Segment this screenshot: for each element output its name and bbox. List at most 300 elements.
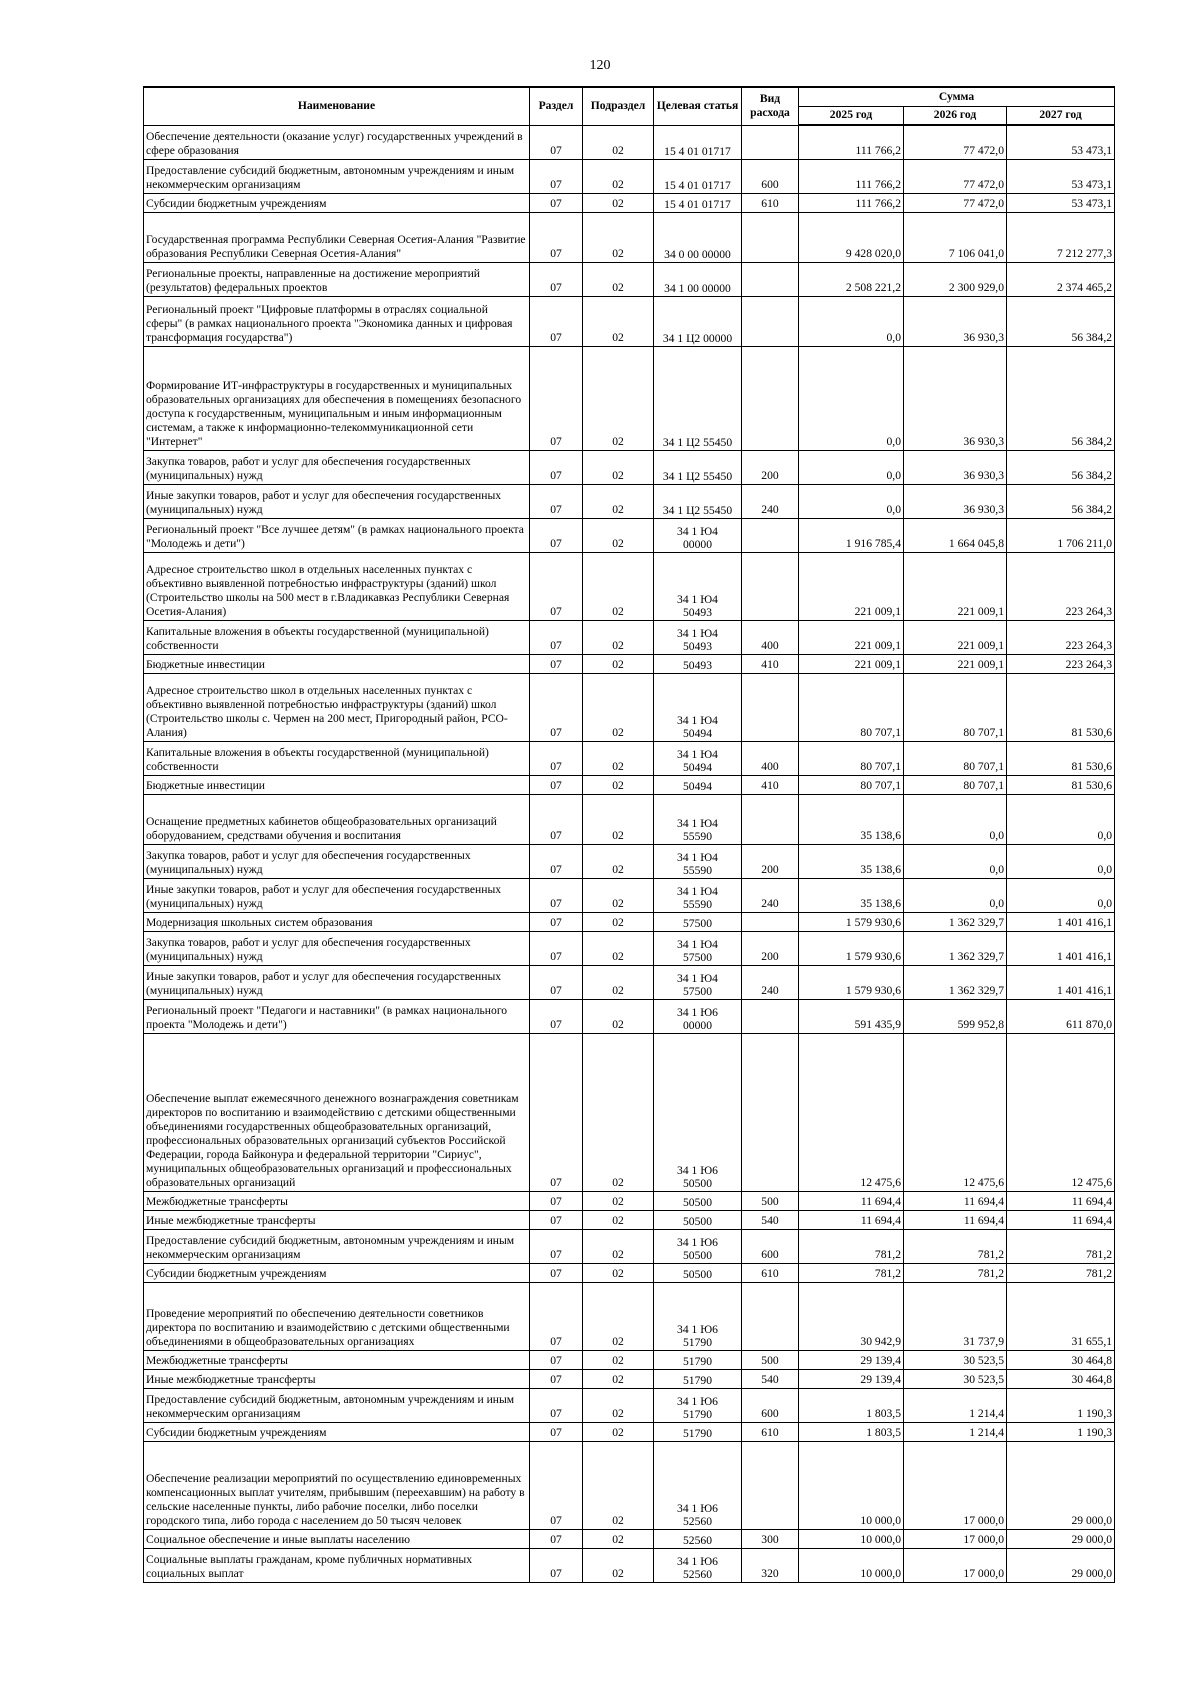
row-sum-2025: 1 579 930,6 xyxy=(799,912,904,931)
row-sum-2025: 10 000,0 xyxy=(799,1548,904,1582)
row-section: 07 xyxy=(530,965,583,999)
row-name: Бюджетные инвестиции xyxy=(144,775,530,794)
row-section: 07 xyxy=(530,1210,583,1229)
row-sum-2026: 0,0 xyxy=(904,794,1007,844)
row-sum-2025: 111 766,2 xyxy=(799,125,904,159)
row-target: 34 1 Ю4 57500 xyxy=(654,931,742,965)
row-expense-type: 610 xyxy=(742,1263,799,1282)
row-target: 15 4 01 01717 xyxy=(654,159,742,193)
row-expense-type: 610 xyxy=(742,193,799,212)
row-sum-2025: 0,0 xyxy=(799,484,904,518)
row-name: Закупка товаров, работ и услуг для обеспечения государственных (муниципальных) нужд xyxy=(144,450,530,484)
row-name: Капитальные вложения в объекты государственной (муниципальной) собственности xyxy=(144,741,530,775)
row-sum-2027: 53 473,1 xyxy=(1007,159,1115,193)
row-sum-2027: 12 475,6 xyxy=(1007,1033,1115,1191)
row-name: Обеспечение деятельности (оказание услуг) государственных учреждений в сфере образования xyxy=(144,125,530,159)
row-subsection: 02 xyxy=(583,1422,654,1441)
row-target: 34 1 Ю6 51790 xyxy=(654,1282,742,1350)
row-sum-2025: 0,0 xyxy=(799,296,904,346)
table-row xyxy=(144,1033,1115,1191)
row-name: Социальные выплаты гражданам, кроме публичных нормативных социальных выплат xyxy=(144,1548,530,1582)
row-name: Межбюджетные трансферты xyxy=(144,1350,530,1369)
row-expense-type: 610 xyxy=(742,1422,799,1441)
row-subsection: 02 xyxy=(583,844,654,878)
row-target: 50500 xyxy=(654,1210,742,1229)
row-section: 07 xyxy=(530,620,583,654)
row-sum-2027: 30 464,8 xyxy=(1007,1350,1115,1369)
page-number: 120 xyxy=(589,58,611,73)
row-subsection: 02 xyxy=(583,518,654,552)
row-section: 07 xyxy=(530,1529,583,1548)
row-sum-2026: 1 362 329,7 xyxy=(904,931,1007,965)
row-subsection: 02 xyxy=(583,262,654,296)
header-target: Целевая статья xyxy=(654,87,742,125)
row-sum-2026: 36 930,3 xyxy=(904,484,1007,518)
table-row xyxy=(144,1441,1115,1529)
row-section: 07 xyxy=(530,844,583,878)
row-subsection: 02 xyxy=(583,620,654,654)
row-name: Межбюджетные трансферты xyxy=(144,1191,530,1210)
row-target: 34 1 Ц2 55450 xyxy=(654,484,742,518)
row-sum-2025: 781,2 xyxy=(799,1263,904,1282)
row-sum-2026: 1 214,4 xyxy=(904,1422,1007,1441)
row-subsection: 02 xyxy=(583,1369,654,1388)
row-sum-2025: 111 766,2 xyxy=(799,159,904,193)
row-expense-type: 410 xyxy=(742,775,799,794)
row-subsection: 02 xyxy=(583,794,654,844)
row-expense-type: 200 xyxy=(742,844,799,878)
row-section: 07 xyxy=(530,1282,583,1350)
row-target: 57500 xyxy=(654,912,742,931)
row-section: 07 xyxy=(530,1229,583,1263)
row-sum-2027: 56 384,2 xyxy=(1007,450,1115,484)
row-expense-type xyxy=(742,794,799,844)
table-row xyxy=(144,1388,1115,1422)
row-section: 07 xyxy=(530,1441,583,1529)
row-sum-2027: 1 401 416,1 xyxy=(1007,912,1115,931)
row-section: 07 xyxy=(530,673,583,741)
row-sum-2025: 30 942,9 xyxy=(799,1282,904,1350)
row-sum-2026: 1 664 045,8 xyxy=(904,518,1007,552)
row-name: Субсидии бюджетным учреждениям xyxy=(144,193,530,212)
table-row xyxy=(144,1369,1115,1388)
row-sum-2026: 7 106 041,0 xyxy=(904,212,1007,262)
row-name: Иные закупки товаров, работ и услуг для обеспечения государственных (муниципальных) нужд xyxy=(144,878,530,912)
row-expense-type xyxy=(742,1282,799,1350)
row-sum-2026: 77 472,0 xyxy=(904,125,1007,159)
row-subsection: 02 xyxy=(583,450,654,484)
row-sum-2025: 80 707,1 xyxy=(799,673,904,741)
row-target: 51790 xyxy=(654,1422,742,1441)
table-row xyxy=(144,1210,1115,1229)
row-sum-2027: 1 706 211,0 xyxy=(1007,518,1115,552)
row-section: 07 xyxy=(530,878,583,912)
row-sum-2027: 1 401 416,1 xyxy=(1007,931,1115,965)
row-expense-type: 600 xyxy=(742,1229,799,1263)
row-subsection: 02 xyxy=(583,346,654,450)
row-sum-2025: 221 009,1 xyxy=(799,620,904,654)
row-name: Иные закупки товаров, работ и услуг для обеспечения государственных (муниципальных) нужд xyxy=(144,965,530,999)
row-sum-2026: 36 930,3 xyxy=(904,346,1007,450)
row-sum-2025: 10 000,0 xyxy=(799,1529,904,1548)
table-row xyxy=(144,262,1115,296)
row-subsection: 02 xyxy=(583,1350,654,1369)
row-sum-2025: 80 707,1 xyxy=(799,741,904,775)
row-expense-type: 540 xyxy=(742,1210,799,1229)
row-name: Модернизация школьных систем образования xyxy=(144,912,530,931)
row-sum-2026: 80 707,1 xyxy=(904,775,1007,794)
row-sum-2026: 17 000,0 xyxy=(904,1441,1007,1529)
row-section: 07 xyxy=(530,775,583,794)
row-sum-2026: 11 694,4 xyxy=(904,1191,1007,1210)
row-sum-2026: 1 362 329,7 xyxy=(904,912,1007,931)
row-target: 34 1 Ю6 50500 xyxy=(654,1229,742,1263)
row-sum-2025: 2 508 221,2 xyxy=(799,262,904,296)
row-target: 34 1 Ю6 50500 xyxy=(654,1033,742,1191)
row-section: 07 xyxy=(530,1548,583,1582)
row-subsection: 02 xyxy=(583,125,654,159)
row-sum-2027: 81 530,6 xyxy=(1007,673,1115,741)
row-name: Закупка товаров, работ и услуг для обеспечения государственных (муниципальных) нужд xyxy=(144,844,530,878)
row-sum-2025: 1 916 785,4 xyxy=(799,518,904,552)
row-target: 34 1 Ю6 51790 xyxy=(654,1388,742,1422)
row-target: 34 1 Ю4 50494 xyxy=(654,741,742,775)
row-name: Закупка товаров, работ и услуг для обеспечения государственных (муниципальных) нужд xyxy=(144,931,530,965)
row-sum-2026: 30 523,5 xyxy=(904,1350,1007,1369)
row-subsection: 02 xyxy=(583,878,654,912)
row-section: 07 xyxy=(530,912,583,931)
row-sum-2026: 0,0 xyxy=(904,878,1007,912)
row-target: 34 1 Ю4 55590 xyxy=(654,844,742,878)
row-target: 34 1 Ц2 55450 xyxy=(654,346,742,450)
table-row xyxy=(144,1529,1115,1548)
row-subsection: 02 xyxy=(583,1388,654,1422)
row-subsection: 02 xyxy=(583,965,654,999)
table-row xyxy=(144,1263,1115,1282)
row-subsection: 02 xyxy=(583,673,654,741)
row-sum-2026: 781,2 xyxy=(904,1229,1007,1263)
row-section: 07 xyxy=(530,193,583,212)
header-section: Раздел xyxy=(530,87,583,125)
row-sum-2026: 221 009,1 xyxy=(904,654,1007,673)
row-sum-2025: 1 579 930,6 xyxy=(799,965,904,999)
row-target: 50500 xyxy=(654,1263,742,1282)
row-subsection: 02 xyxy=(583,1033,654,1191)
row-sum-2025: 1 579 930,6 xyxy=(799,931,904,965)
budget-table xyxy=(143,86,1115,1583)
row-target: 34 1 Ю6 52560 xyxy=(654,1441,742,1529)
row-sum-2026: 31 737,9 xyxy=(904,1282,1007,1350)
row-subsection: 02 xyxy=(583,1441,654,1529)
table-row xyxy=(144,212,1115,262)
row-section: 07 xyxy=(530,1033,583,1191)
row-sum-2025: 781,2 xyxy=(799,1229,904,1263)
row-subsection: 02 xyxy=(583,1229,654,1263)
row-sum-2025: 9 428 020,0 xyxy=(799,212,904,262)
row-sum-2026: 1 214,4 xyxy=(904,1388,1007,1422)
table-row xyxy=(144,912,1115,931)
row-sum-2025: 11 694,4 xyxy=(799,1210,904,1229)
row-name: Предоставление субсидий бюджетным, автономным учреждениям и иным некоммерческим организациям xyxy=(144,1229,530,1263)
row-name: Предоставление субсидий бюджетным, автономным учреждениям и иным некоммерческим организациям xyxy=(144,1388,530,1422)
row-sum-2026: 12 475,6 xyxy=(904,1033,1007,1191)
row-sum-2027: 2 374 465,2 xyxy=(1007,262,1115,296)
row-sum-2027: 56 384,2 xyxy=(1007,346,1115,450)
row-sum-2026: 80 707,1 xyxy=(904,673,1007,741)
row-target: 34 1 Ц2 00000 xyxy=(654,296,742,346)
row-subsection: 02 xyxy=(583,931,654,965)
row-name: Адресное строительство школ в отдельных населенных пунктах с объективно выявленной потребностью инфраструктуры (зданий) школ (Строительство школы на 500 мест в г.Владикавказ Республики Северная Осетия-Алания) xyxy=(144,552,530,620)
table-row xyxy=(144,794,1115,844)
table-row xyxy=(144,844,1115,878)
row-target: 50500 xyxy=(654,1191,742,1210)
row-sum-2025: 111 766,2 xyxy=(799,193,904,212)
header-2025: 2025 год xyxy=(799,106,904,125)
row-section: 07 xyxy=(530,931,583,965)
row-sum-2027: 53 473,1 xyxy=(1007,125,1115,159)
row-sum-2027: 1 190,3 xyxy=(1007,1388,1115,1422)
table-row xyxy=(144,518,1115,552)
row-expense-type: 540 xyxy=(742,1369,799,1388)
row-section: 07 xyxy=(530,654,583,673)
row-expense-type xyxy=(742,296,799,346)
row-sum-2026: 36 930,3 xyxy=(904,296,1007,346)
table-row xyxy=(144,450,1115,484)
row-sum-2026: 0,0 xyxy=(904,844,1007,878)
row-subsection: 02 xyxy=(583,159,654,193)
row-expense-type: 600 xyxy=(742,1388,799,1422)
row-sum-2027: 223 264,3 xyxy=(1007,620,1115,654)
row-expense-type: 500 xyxy=(742,1191,799,1210)
row-subsection: 02 xyxy=(583,741,654,775)
row-expense-type: 320 xyxy=(742,1548,799,1582)
row-name: Региональные проекты, направленные на достижение мероприятий (результатов) федеральных проектов xyxy=(144,262,530,296)
row-target: 34 1 Ю4 50493 xyxy=(654,552,742,620)
row-expense-type: 400 xyxy=(742,741,799,775)
header-2026: 2026 год xyxy=(904,106,1007,125)
row-sum-2025: 11 694,4 xyxy=(799,1191,904,1210)
row-section: 07 xyxy=(530,296,583,346)
row-target: 34 1 Ю6 00000 xyxy=(654,999,742,1033)
row-subsection: 02 xyxy=(583,912,654,931)
row-sum-2027: 223 264,3 xyxy=(1007,654,1115,673)
row-sum-2025: 1 803,5 xyxy=(799,1388,904,1422)
row-subsection: 02 xyxy=(583,212,654,262)
row-section: 07 xyxy=(530,794,583,844)
row-target: 34 1 Ю4 50494 xyxy=(654,673,742,741)
row-sum-2027: 81 530,6 xyxy=(1007,775,1115,794)
row-sum-2027: 0,0 xyxy=(1007,844,1115,878)
row-sum-2025: 0,0 xyxy=(799,346,904,450)
table-row xyxy=(144,654,1115,673)
row-name: Государственная программа Республики Северная Осетия-Алания "Развитие образования Республики Северная Осетия-Алания" xyxy=(144,212,530,262)
row-expense-type: 300 xyxy=(742,1529,799,1548)
row-sum-2025: 29 139,4 xyxy=(799,1369,904,1388)
row-sum-2026: 781,2 xyxy=(904,1263,1007,1282)
row-section: 07 xyxy=(530,552,583,620)
table-row xyxy=(144,296,1115,346)
row-name: Субсидии бюджетным учреждениям xyxy=(144,1263,530,1282)
table-row xyxy=(144,741,1115,775)
row-target: 52560 xyxy=(654,1529,742,1548)
row-sum-2025: 29 139,4 xyxy=(799,1350,904,1369)
row-target: 51790 xyxy=(654,1369,742,1388)
row-sum-2025: 35 138,6 xyxy=(799,878,904,912)
row-sum-2027: 781,2 xyxy=(1007,1229,1115,1263)
row-sum-2025: 35 138,6 xyxy=(799,794,904,844)
table-row xyxy=(144,999,1115,1033)
header-expense-type: Вид расхода xyxy=(742,87,799,125)
row-expense-type: 410 xyxy=(742,654,799,673)
header-subsection: Подраздел xyxy=(583,87,654,125)
row-sum-2027: 1 190,3 xyxy=(1007,1422,1115,1441)
table-row xyxy=(144,673,1115,741)
row-subsection: 02 xyxy=(583,484,654,518)
row-section: 07 xyxy=(530,1350,583,1369)
row-target: 15 4 01 01717 xyxy=(654,125,742,159)
row-subsection: 02 xyxy=(583,775,654,794)
row-subsection: 02 xyxy=(583,296,654,346)
row-expense-type xyxy=(742,999,799,1033)
row-subsection: 02 xyxy=(583,654,654,673)
row-target: 34 1 Ю4 55590 xyxy=(654,794,742,844)
row-sum-2026: 221 009,1 xyxy=(904,620,1007,654)
row-section: 07 xyxy=(530,518,583,552)
row-subsection: 02 xyxy=(583,1263,654,1282)
row-section: 07 xyxy=(530,212,583,262)
row-expense-type xyxy=(742,912,799,931)
row-target: 34 1 Ю4 50493 xyxy=(654,620,742,654)
table-row xyxy=(144,1422,1115,1441)
row-target: 34 1 Ю4 00000 xyxy=(654,518,742,552)
row-sum-2026: 11 694,4 xyxy=(904,1210,1007,1229)
row-sum-2027: 7 212 277,3 xyxy=(1007,212,1115,262)
row-expense-type: 240 xyxy=(742,878,799,912)
row-sum-2026: 221 009,1 xyxy=(904,552,1007,620)
table-row xyxy=(144,878,1115,912)
row-section: 07 xyxy=(530,484,583,518)
row-expense-type: 200 xyxy=(742,931,799,965)
table-row xyxy=(144,931,1115,965)
row-sum-2027: 223 264,3 xyxy=(1007,552,1115,620)
table-row xyxy=(144,193,1115,212)
row-section: 07 xyxy=(530,1191,583,1210)
row-expense-type xyxy=(742,212,799,262)
row-sum-2025: 10 000,0 xyxy=(799,1441,904,1529)
row-subsection: 02 xyxy=(583,1529,654,1548)
row-sum-2027: 53 473,1 xyxy=(1007,193,1115,212)
row-name: Обеспечение выплат ежемесячного денежного вознаграждения советникам директоров по воспитанию и взаимодействию с детскими общественными объединениями государственных общеобразовательных организаций, профессиональных образовательных организаций субъектов Российской Федерации, города Байконура и федеральной территории "Сириус", муниципальных общеобразовательных организаций и профессиональных образовательных организаций xyxy=(144,1033,530,1191)
row-subsection: 02 xyxy=(583,552,654,620)
table-row xyxy=(144,1191,1115,1210)
row-target: 34 1 Ю4 57500 xyxy=(654,965,742,999)
row-sum-2027: 0,0 xyxy=(1007,794,1115,844)
row-section: 07 xyxy=(530,1388,583,1422)
table-row xyxy=(144,346,1115,450)
row-expense-type xyxy=(742,673,799,741)
row-sum-2026: 1 362 329,7 xyxy=(904,965,1007,999)
row-name: Региональный проект "Цифровые платформы в отраслях социальной сферы" (в рамках национального проекта "Экономика данных и цифровая трансформация государства") xyxy=(144,296,530,346)
row-sum-2027: 1 401 416,1 xyxy=(1007,965,1115,999)
table-row xyxy=(144,965,1115,999)
row-expense-type xyxy=(742,518,799,552)
row-sum-2027: 29 000,0 xyxy=(1007,1548,1115,1582)
row-subsection: 02 xyxy=(583,1282,654,1350)
row-expense-type xyxy=(742,346,799,450)
row-sum-2026: 80 707,1 xyxy=(904,741,1007,775)
row-name: Субсидии бюджетным учреждениям xyxy=(144,1422,530,1441)
row-sum-2025: 1 803,5 xyxy=(799,1422,904,1441)
row-section: 07 xyxy=(530,999,583,1033)
header-sum: Сумма xyxy=(799,87,1115,106)
row-name: Бюджетные инвестиции xyxy=(144,654,530,673)
row-name: Предоставление субсидий бюджетным, автономным учреждениям и иным некоммерческим организациям xyxy=(144,159,530,193)
table-body xyxy=(144,125,1115,1582)
row-sum-2026: 17 000,0 xyxy=(904,1548,1007,1582)
row-expense-type: 400 xyxy=(742,620,799,654)
row-name: Региональный проект "Все лучшее детям" (в рамках национального проекта "Молодежь и дети") xyxy=(144,518,530,552)
row-sum-2026: 36 930,3 xyxy=(904,450,1007,484)
row-sum-2026: 77 472,0 xyxy=(904,159,1007,193)
table-row xyxy=(144,1350,1115,1369)
row-expense-type: 200 xyxy=(742,450,799,484)
row-section: 07 xyxy=(530,262,583,296)
row-target: 34 0 00 00000 xyxy=(654,212,742,262)
row-name: Иные межбюджетные трансферты xyxy=(144,1210,530,1229)
row-section: 07 xyxy=(530,450,583,484)
header-name: Наименование xyxy=(144,87,530,125)
row-sum-2027: 29 000,0 xyxy=(1007,1441,1115,1529)
row-section: 07 xyxy=(530,1263,583,1282)
header-2027: 2027 год xyxy=(1007,106,1115,125)
row-sum-2027: 81 530,6 xyxy=(1007,741,1115,775)
row-expense-type: 600 xyxy=(742,159,799,193)
table-row xyxy=(144,1229,1115,1263)
row-expense-type: 240 xyxy=(742,484,799,518)
row-target: 15 4 01 01717 xyxy=(654,193,742,212)
row-sum-2027: 781,2 xyxy=(1007,1263,1115,1282)
row-expense-type xyxy=(742,1441,799,1529)
row-target: 34 1 Ю6 52560 xyxy=(654,1548,742,1582)
table-row xyxy=(144,1282,1115,1350)
row-expense-type xyxy=(742,552,799,620)
table-row xyxy=(144,552,1115,620)
row-sum-2027: 11 694,4 xyxy=(1007,1210,1115,1229)
table-row xyxy=(144,775,1115,794)
row-sum-2027: 56 384,2 xyxy=(1007,484,1115,518)
row-name: Обеспечение реализации мероприятий по осуществлению единовременных компенсационных выплат учителям, прибывшим (переехавшим) на работу в сельские населенные пункты, либо рабочие поселки, либо поселки городского типа, либо города с населением до 50 тысяч человек xyxy=(144,1441,530,1529)
row-sum-2025: 221 009,1 xyxy=(799,552,904,620)
row-name: Региональный проект "Педагоги и наставники" (в рамках национального проекта "Молодежь и дети") xyxy=(144,999,530,1033)
row-target: 50493 xyxy=(654,654,742,673)
row-sum-2027: 31 655,1 xyxy=(1007,1282,1115,1350)
row-name: Иные закупки товаров, работ и услуг для обеспечения государственных (муниципальных) нужд xyxy=(144,484,530,518)
row-target: 34 1 00 00000 xyxy=(654,262,742,296)
row-sum-2027: 0,0 xyxy=(1007,878,1115,912)
row-expense-type xyxy=(742,1033,799,1191)
table-row xyxy=(144,159,1115,193)
row-name: Капитальные вложения в объекты государственной (муниципальной) собственности xyxy=(144,620,530,654)
row-sum-2025: 35 138,6 xyxy=(799,844,904,878)
row-name: Проведение мероприятий по обеспечению деятельности советников директора по воспитанию и взаимодействию с детскими общественными объединениями в общеобразовательных организациях xyxy=(144,1282,530,1350)
row-expense-type: 500 xyxy=(742,1350,799,1369)
row-sum-2027: 56 384,2 xyxy=(1007,296,1115,346)
row-expense-type xyxy=(742,262,799,296)
row-sum-2026: 30 523,5 xyxy=(904,1369,1007,1388)
row-section: 07 xyxy=(530,346,583,450)
row-sum-2025: 0,0 xyxy=(799,450,904,484)
row-sum-2027: 611 870,0 xyxy=(1007,999,1115,1033)
